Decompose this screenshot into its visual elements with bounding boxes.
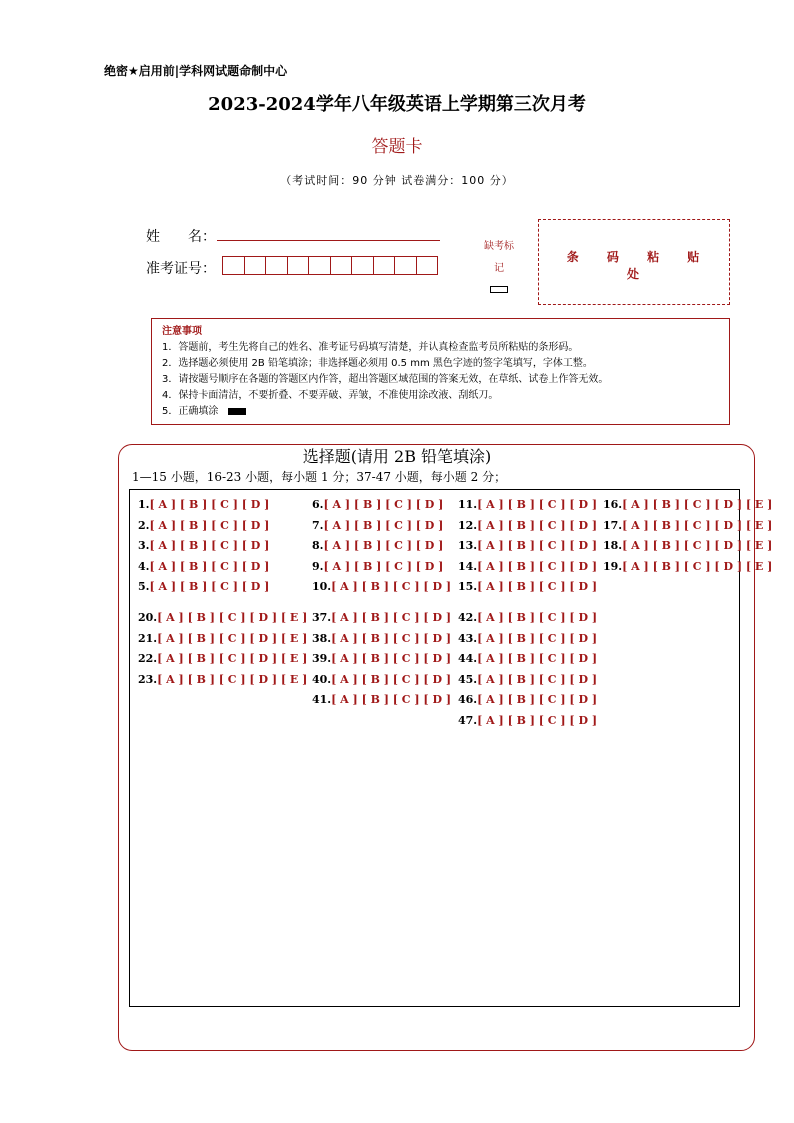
id-digit-box[interactable] xyxy=(394,256,417,275)
answer-options[interactable]: [ A ] [ B ] [ C ] [ D ] [ E ] xyxy=(622,559,773,573)
answer-options[interactable]: [ A ] [ B ] [ C ] [ D ] xyxy=(477,518,598,532)
answer-options[interactable]: [ A ] [ B ] [ C ] [ D ] xyxy=(331,631,452,645)
answer-options[interactable]: [ A ] [ B ] [ C ] [ D ] xyxy=(331,693,452,706)
id-digit-box[interactable] xyxy=(330,256,353,275)
answer-options[interactable]: [ A ] [ B ] [ C ] [ D ] xyxy=(149,539,270,552)
absent-mark-label: 缺考标记 xyxy=(484,241,514,274)
question-number: 47. xyxy=(458,713,478,727)
answer-options[interactable]: [ A ] [ B ] [ C ] [ D ] [ E ] xyxy=(622,498,773,511)
question-number: 3. xyxy=(138,539,150,552)
question-number: 21. xyxy=(138,631,158,645)
question-row[interactable] xyxy=(458,539,597,552)
page-title: 2023-2024学年八年级英语上学期第三次月考 xyxy=(208,94,586,115)
question-row[interactable] xyxy=(458,632,597,645)
question-number: 12. xyxy=(458,518,478,532)
question-row[interactable] xyxy=(312,539,443,552)
question-number: 18. xyxy=(603,539,623,552)
page-subtitle: 答题卡 xyxy=(371,137,423,157)
answer-options[interactable]: [ A ] [ B ] [ C ] [ D ] xyxy=(477,631,598,645)
question-number: 22. xyxy=(138,652,158,665)
question-number: 11. xyxy=(458,498,478,511)
question-number: 10. xyxy=(312,580,332,593)
question-row[interactable] xyxy=(458,498,597,511)
answer-options[interactable]: [ A ] [ B ] [ C ] [ D ] [ E ] xyxy=(157,672,308,686)
question-number: 2. xyxy=(138,518,150,532)
question-row[interactable] xyxy=(138,580,269,593)
question-number: 23. xyxy=(138,672,158,686)
question-number: 42. xyxy=(458,611,478,624)
answer-options[interactable]: [ A ] [ B ] [ C ] [ D ] xyxy=(323,518,444,532)
notice-item: 2．选择题必须使用 2B 铅笔填涂；非选择题必须用 0.5 mm 黑色字迹的签字笔填写，字体工整。 xyxy=(162,358,593,369)
answer-options[interactable]: [ A ] [ B ] [ C ] [ D ] xyxy=(477,672,598,686)
answer-options[interactable]: [ A ] [ B ] [ C ] [ D ] xyxy=(331,580,452,593)
question-row[interactable] xyxy=(138,498,269,511)
id-digit-box[interactable] xyxy=(373,256,396,275)
question-number: 13. xyxy=(458,539,478,552)
question-row[interactable] xyxy=(603,539,772,552)
question-row[interactable] xyxy=(603,498,772,511)
question-number: 15. xyxy=(458,580,478,593)
answer-options[interactable]: [ A ] [ B ] [ C ] [ D ] [ E ] xyxy=(157,652,308,665)
fill-sample-icon xyxy=(228,408,246,415)
question-number: 19. xyxy=(603,559,623,573)
question-number: 39. xyxy=(312,652,332,665)
question-row[interactable] xyxy=(138,519,269,532)
question-row[interactable] xyxy=(312,693,451,706)
id-digit-box[interactable] xyxy=(244,256,267,275)
question-number: 7. xyxy=(312,518,324,532)
question-number: 46. xyxy=(458,693,478,706)
question-row[interactable] xyxy=(138,611,307,624)
question-number: 45. xyxy=(458,672,478,686)
notice-item-fill xyxy=(162,404,719,420)
answer-options[interactable]: [ A ] [ B ] [ C ] [ D ] xyxy=(323,559,444,573)
answer-options[interactable]: [ A ] [ B ] [ C ] [ D ] xyxy=(331,672,452,686)
id-digit-box[interactable] xyxy=(308,256,331,275)
id-digit-box[interactable] xyxy=(287,256,310,275)
question-number: 5. xyxy=(138,580,150,593)
question-row[interactable] xyxy=(312,673,451,686)
question-number: 17. xyxy=(603,518,623,532)
answer-options[interactable]: [ A ] [ B ] [ C ] [ D ] xyxy=(477,652,598,665)
question-number: 1. xyxy=(138,498,150,511)
id-label: 准考证号： xyxy=(146,261,216,277)
answer-options[interactable]: [ A ] [ B ] [ C ] [ D ] xyxy=(149,498,270,511)
question-row[interactable] xyxy=(138,673,307,686)
absent-mark-box[interactable] xyxy=(490,286,508,293)
question-row[interactable] xyxy=(603,560,772,573)
answer-options[interactable]: [ A ] [ B ] [ C ] [ D ] xyxy=(331,611,452,624)
question-row[interactable] xyxy=(458,519,597,532)
question-row[interactable] xyxy=(458,673,597,686)
id-digit-box[interactable] xyxy=(265,256,288,275)
question-number: 14. xyxy=(458,559,478,573)
question-row[interactable] xyxy=(138,652,307,665)
choice-note: 1—15 小题，16-23 小题，每小题 1 分；37-47 小题，每小题 2 分； xyxy=(132,470,507,484)
question-row[interactable] xyxy=(312,519,443,532)
question-number: 37. xyxy=(312,611,332,624)
id-digit-box[interactable] xyxy=(416,256,439,275)
answer-options[interactable]: [ A ] [ B ] [ C ] [ D ] [ E ] xyxy=(157,631,308,645)
id-digit-box[interactable] xyxy=(222,256,245,275)
question-number: 20. xyxy=(138,611,158,624)
question-number: 43. xyxy=(458,631,478,645)
question-row[interactable] xyxy=(312,611,451,624)
barcode-area xyxy=(538,219,730,305)
name-label: 姓 名： xyxy=(146,229,216,245)
question-row[interactable] xyxy=(138,539,269,552)
question-row[interactable] xyxy=(312,560,443,573)
question-number: 9. xyxy=(312,559,324,573)
answer-options[interactable]: [ A ] [ B ] [ C ] [ D ] xyxy=(331,652,452,665)
question-number: 38. xyxy=(312,631,332,645)
answer-options[interactable]: [ A ] [ B ] [ C ] [ D ] xyxy=(477,559,598,573)
answer-options[interactable]: [ A ] [ B ] [ C ] [ D ] xyxy=(477,693,598,706)
answer-options[interactable]: [ A ] [ B ] [ C ] [ D ] xyxy=(477,580,598,593)
answer-options[interactable]: [ A ] [ B ] [ C ] [ D ] [ E ] xyxy=(157,611,308,624)
question-row[interactable] xyxy=(458,652,597,665)
question-row[interactable] xyxy=(312,498,443,511)
answer-options[interactable]: [ A ] [ B ] [ C ] [ D ] xyxy=(477,498,598,511)
question-number: 4. xyxy=(138,559,150,573)
notice-item: 4．保持卡面清洁，不要折叠、不要弄破、弄皱，不准使用涂改液、刮纸刀。 xyxy=(162,390,499,401)
question-row[interactable] xyxy=(312,652,451,665)
answer-options[interactable]: [ A ] [ B ] [ C ] [ D ] [ E ] xyxy=(622,518,773,532)
question-number: 6. xyxy=(312,498,324,511)
id-digit-box[interactable] xyxy=(351,256,374,275)
question-number: 44. xyxy=(458,652,478,665)
notice-box xyxy=(151,318,730,425)
question-row[interactable] xyxy=(458,611,597,624)
question-row[interactable] xyxy=(458,693,597,706)
answer-options[interactable]: [ A ] [ B ] [ C ] [ D ] xyxy=(477,713,598,727)
question-number: 16. xyxy=(603,498,623,511)
question-row[interactable] xyxy=(138,560,269,573)
barcode-label: 条 码 粘 贴 处 xyxy=(566,250,712,281)
answer-options[interactable]: [ A ] [ B ] [ C ] [ D ] xyxy=(477,611,598,624)
answer-options[interactable]: [ A ] [ B ] [ C ] [ D ] [ E ] xyxy=(622,539,773,552)
answer-options[interactable]: [ A ] [ B ] [ C ] [ D ] xyxy=(149,559,270,573)
question-number: 40. xyxy=(312,672,332,686)
confidential-label: 绝密★启用前|学科网试题命制中心 xyxy=(104,64,288,78)
question-row[interactable] xyxy=(603,519,772,532)
name-field[interactable] xyxy=(217,240,440,241)
notice-title: 注意事项 xyxy=(162,326,202,337)
question-row[interactable] xyxy=(312,580,451,593)
question-row[interactable] xyxy=(458,560,597,573)
answer-options[interactable]: [ A ] [ B ] [ C ] [ D ] xyxy=(149,580,270,593)
answer-options[interactable]: [ A ] [ B ] [ C ] [ D ] xyxy=(477,539,598,552)
answer-options[interactable]: [ A ] [ B ] [ C ] [ D ] xyxy=(323,498,444,511)
question-row[interactable] xyxy=(312,632,451,645)
question-row[interactable] xyxy=(458,580,597,593)
id-number-boxes[interactable] xyxy=(222,256,437,275)
answer-options[interactable]: [ A ] [ B ] [ C ] [ D ] xyxy=(323,539,444,552)
question-number: 41. xyxy=(312,693,332,706)
notice-item: 3．请按题号顺序在各题的答题区内作答，超出答题区域范围的答案无效，在草纸、试卷上作答无效。 xyxy=(162,374,609,385)
choice-title: 选择题(请用 2B 铅笔填涂) xyxy=(302,447,492,466)
answer-options[interactable]: [ A ] [ B ] [ C ] [ D ] xyxy=(149,518,270,532)
notice-item: 1．答题前，考生先将自己的姓名、准考证号码填写清楚，并认真检查监考员所粘贴的条形码。 xyxy=(162,342,579,353)
exam-info: （考试时间：90 分钟 试卷满分：100 分） xyxy=(280,174,514,187)
question-number: 8. xyxy=(312,539,324,552)
notice-item-fill-label: 5．正确填涂 xyxy=(162,406,219,417)
question-row[interactable] xyxy=(458,714,597,727)
question-row[interactable] xyxy=(138,632,307,645)
